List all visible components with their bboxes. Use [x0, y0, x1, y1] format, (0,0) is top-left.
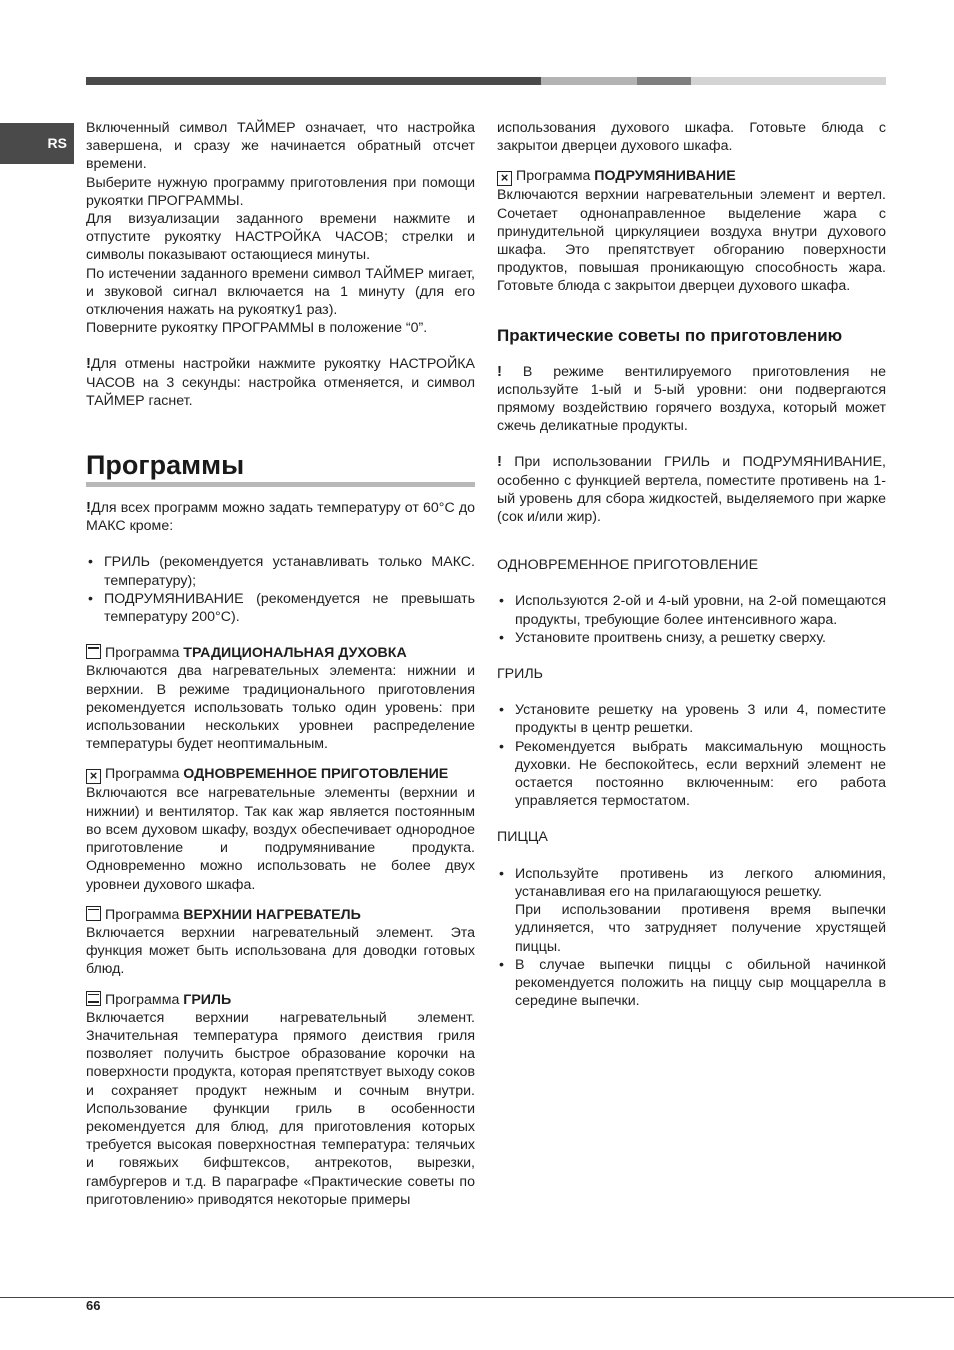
header-bar-segment: [691, 77, 886, 85]
header-bar-segment: [637, 77, 691, 85]
header-bar: [86, 77, 886, 85]
warning-mark: !: [86, 499, 91, 517]
note-text: Для отмены настройки нажмите рукоятку НАСТРОЙКА ЧАСОВ на 3 секунды: настройка отменяется, и символ ТАЙМЕР гаснет.: [86, 356, 475, 409]
section-title: Программы: [86, 450, 475, 487]
program-name: ОДНОВРЕМЕННОЕ ПРИГОТОВЛЕНИЕ: [183, 766, 449, 783]
tip-text: При использовании ГРИЛЬ и ПОДРУМЯНИВАНИЕ, особенно с функцией вертела, поместите противень на 1-ый уровень для сбора жидкостей, выделяемого при жарке (сок и/или жир).: [497, 454, 886, 526]
program-name: ПОДРУМЯНИВАНИЕ: [594, 168, 736, 185]
temperature-note: [86, 499, 475, 535]
program-heading: [497, 167, 886, 186]
section-subtitle: Практические советы по приготовлению: [497, 325, 843, 345]
program-heading: [86, 765, 475, 784]
paragraph: Включенный символ ТАЙМЕР означает, что настройка завершена, и сразу же начинается обратный отсчет времени.: [86, 120, 475, 173]
top-heater-icon: [86, 906, 101, 921]
program-name: ГРИЛЬ: [183, 991, 232, 1008]
program-prefix: Программа: [105, 991, 180, 1008]
paragraph: использования духового шкафа. Готовьте блюда с закрытои дверцеи духового шкафа.: [497, 120, 886, 155]
grill-icon: [86, 991, 101, 1006]
cancel-note: [86, 355, 475, 410]
list-item: • ПОДРУМЯНИВАНИЕ (рекомендуется не превышать температуру 200°C).: [86, 590, 475, 626]
tip: [497, 363, 886, 436]
subsection-title: ГРИЛЬ: [497, 666, 543, 683]
program-name: ТРАДИЦИОНАЛЬНАЯ ДУХОВКА: [183, 645, 407, 662]
tips-list: [497, 592, 886, 647]
program-prefix: Программа: [105, 906, 180, 923]
list-item-text: При использовании противеня время выпечки удлиняется, что затрудняет получение хрустящей пиццы.: [515, 902, 886, 955]
program-prefix: Программа: [105, 645, 180, 662]
footer-divider: [0, 1297, 954, 1298]
program-prefix: Программа: [105, 766, 180, 783]
paragraph: Поверните рукоятку ПРОГРАММЫ в положение “0”.: [86, 320, 428, 337]
subsection-title: ПИЦЦА: [497, 829, 548, 846]
tips-list: [497, 865, 886, 1011]
tips-list: [497, 701, 886, 810]
list-item: • ГРИЛЬ (рекомендуется устанавливать только МАКС. температуру);: [86, 553, 475, 589]
browning-icon: ×: [497, 171, 512, 186]
program-description: Включаются все нагревательные элементы (верхнии и нижнии) и вентилятор. Так как жар является постоянным во всем духовом шкафу, воздух обеспечивает однородное приготовление и подрумянивание продукта. Одновременно можно использовать не более двух уровнеи духового шкафа.: [86, 785, 475, 893]
left-column: [86, 119, 475, 1209]
exceptions-list: [86, 553, 475, 626]
header-bar-segment: [541, 77, 637, 85]
subsection-title: ОДНОВРЕМЕННОЕ ПРИГОТОВЛЕНИЕ: [497, 557, 759, 574]
list-item: • В случае выпечки пиццы с обильной начинкой рекомендуется положить на пиццу сыр моццарелла в середине выпечки.: [497, 956, 886, 1011]
list-item: • Используются 2-ой и 4-ый уровни, на 2-ой помещаются продукты, требующие более интенсивного жара.: [497, 592, 886, 628]
list-item: • Рекомендуется выбрать максимальную мощность духовки. Не беспокойтесь, если верхний элемент не остается постоянно включенным: его работа управляется термостатом.: [497, 738, 886, 811]
program-heading: [86, 644, 475, 662]
list-item: [497, 865, 886, 956]
program-description: Включается верхнии нагревательный элемент. Эта функция может быть использована для доводки готовых блюд.: [86, 924, 475, 978]
paragraph: По истечении заданного времени символ ТАЙМЕР мигает, и звуковой сигнал включается на 1 минуту (для его отключения нажать на рукоятку1 раз).: [86, 265, 475, 319]
language-tab: RS: [0, 123, 74, 164]
program-description: Включаются два нагревательных элемента: нижнии и верхнии. В режиме традиционального приготовления рекомендуется использовать только один уровень: при использовании нескольких уровнеи распределение температуры будет неоптимальным.: [86, 663, 475, 753]
program-heading: [86, 991, 475, 1009]
right-column: [497, 119, 886, 1010]
list-item: • Установите решетку на уровень 3 или 4, поместите продукты в центр решетки.: [497, 701, 886, 737]
program-prefix: Программа: [516, 168, 591, 185]
header-bar-segment: [86, 77, 541, 85]
program-name: ВЕРХНИИ НАГРЕВАТЕЛЬ: [183, 906, 361, 923]
fan-oven-icon: ×: [86, 769, 101, 784]
program-heading: [86, 906, 475, 924]
page-number: 66: [86, 1298, 101, 1313]
program-description: Включаются верхнии нагревательныи элемент и вертел. Сочетает однонаправленное выделение жара с принудительной циркуляциеи воздуха внутри духового шкафа. Это препятствует обгоранию поверхности продуктов, повышая проникающую способность жара. Готовьте блюда с закрытои дверцеи духового шкафа.: [497, 187, 886, 295]
program-description: Включается верхнии нагревательный элемент. Значительная температура прямого деиствия гриля позволяет получить быстрое образование корочки на поверхности продукта, которая препятствует выходу соков и сохраняет продукт нежным и сочным внутри. Использование функции гриль в особенности рекомендуется для блюд, для приготовления которых требуется высокая поверхностная температура: телячьих и говяжьих бифштексов, антрекотов, вырезки, гамбургеров и т.д. В параграфе «Практические советы по приготовлению» приводятся некоторые примеры: [86, 1009, 475, 1208]
list-item: • Установите проитвень снизу, а решетку сверху.: [497, 629, 886, 647]
paragraph: Выберите нужную программу приготовления при помощи рукоятки ПРОГРАММЫ.: [86, 174, 475, 209]
list-item-text: Используйте противень из легкого алюминия, устанавливая его на прилагающуюся решетку.: [515, 865, 886, 900]
tip-text: В режиме вентилируемого приготовления не используйте 1-ый и 5-ый уровни: они подвергаются прямому воздействию горячего воздуха, который может сжечь деликатные продукты.: [497, 363, 886, 435]
traditional-oven-icon: [86, 644, 101, 659]
paragraph: Для визуализации заданного времени нажмите и отпустите рукоятку НАСТРОЙКА ЧАСОВ; стрелки и символы показывают остающиеся минуты.: [86, 211, 475, 264]
warning-mark: !: [497, 362, 502, 380]
warning-mark: !: [86, 355, 91, 373]
tip: [497, 453, 886, 526]
warning-mark: !: [497, 453, 502, 471]
note-text: Для всех программ можно задать температуру от 60°C до МАКС кроме:: [86, 500, 475, 535]
